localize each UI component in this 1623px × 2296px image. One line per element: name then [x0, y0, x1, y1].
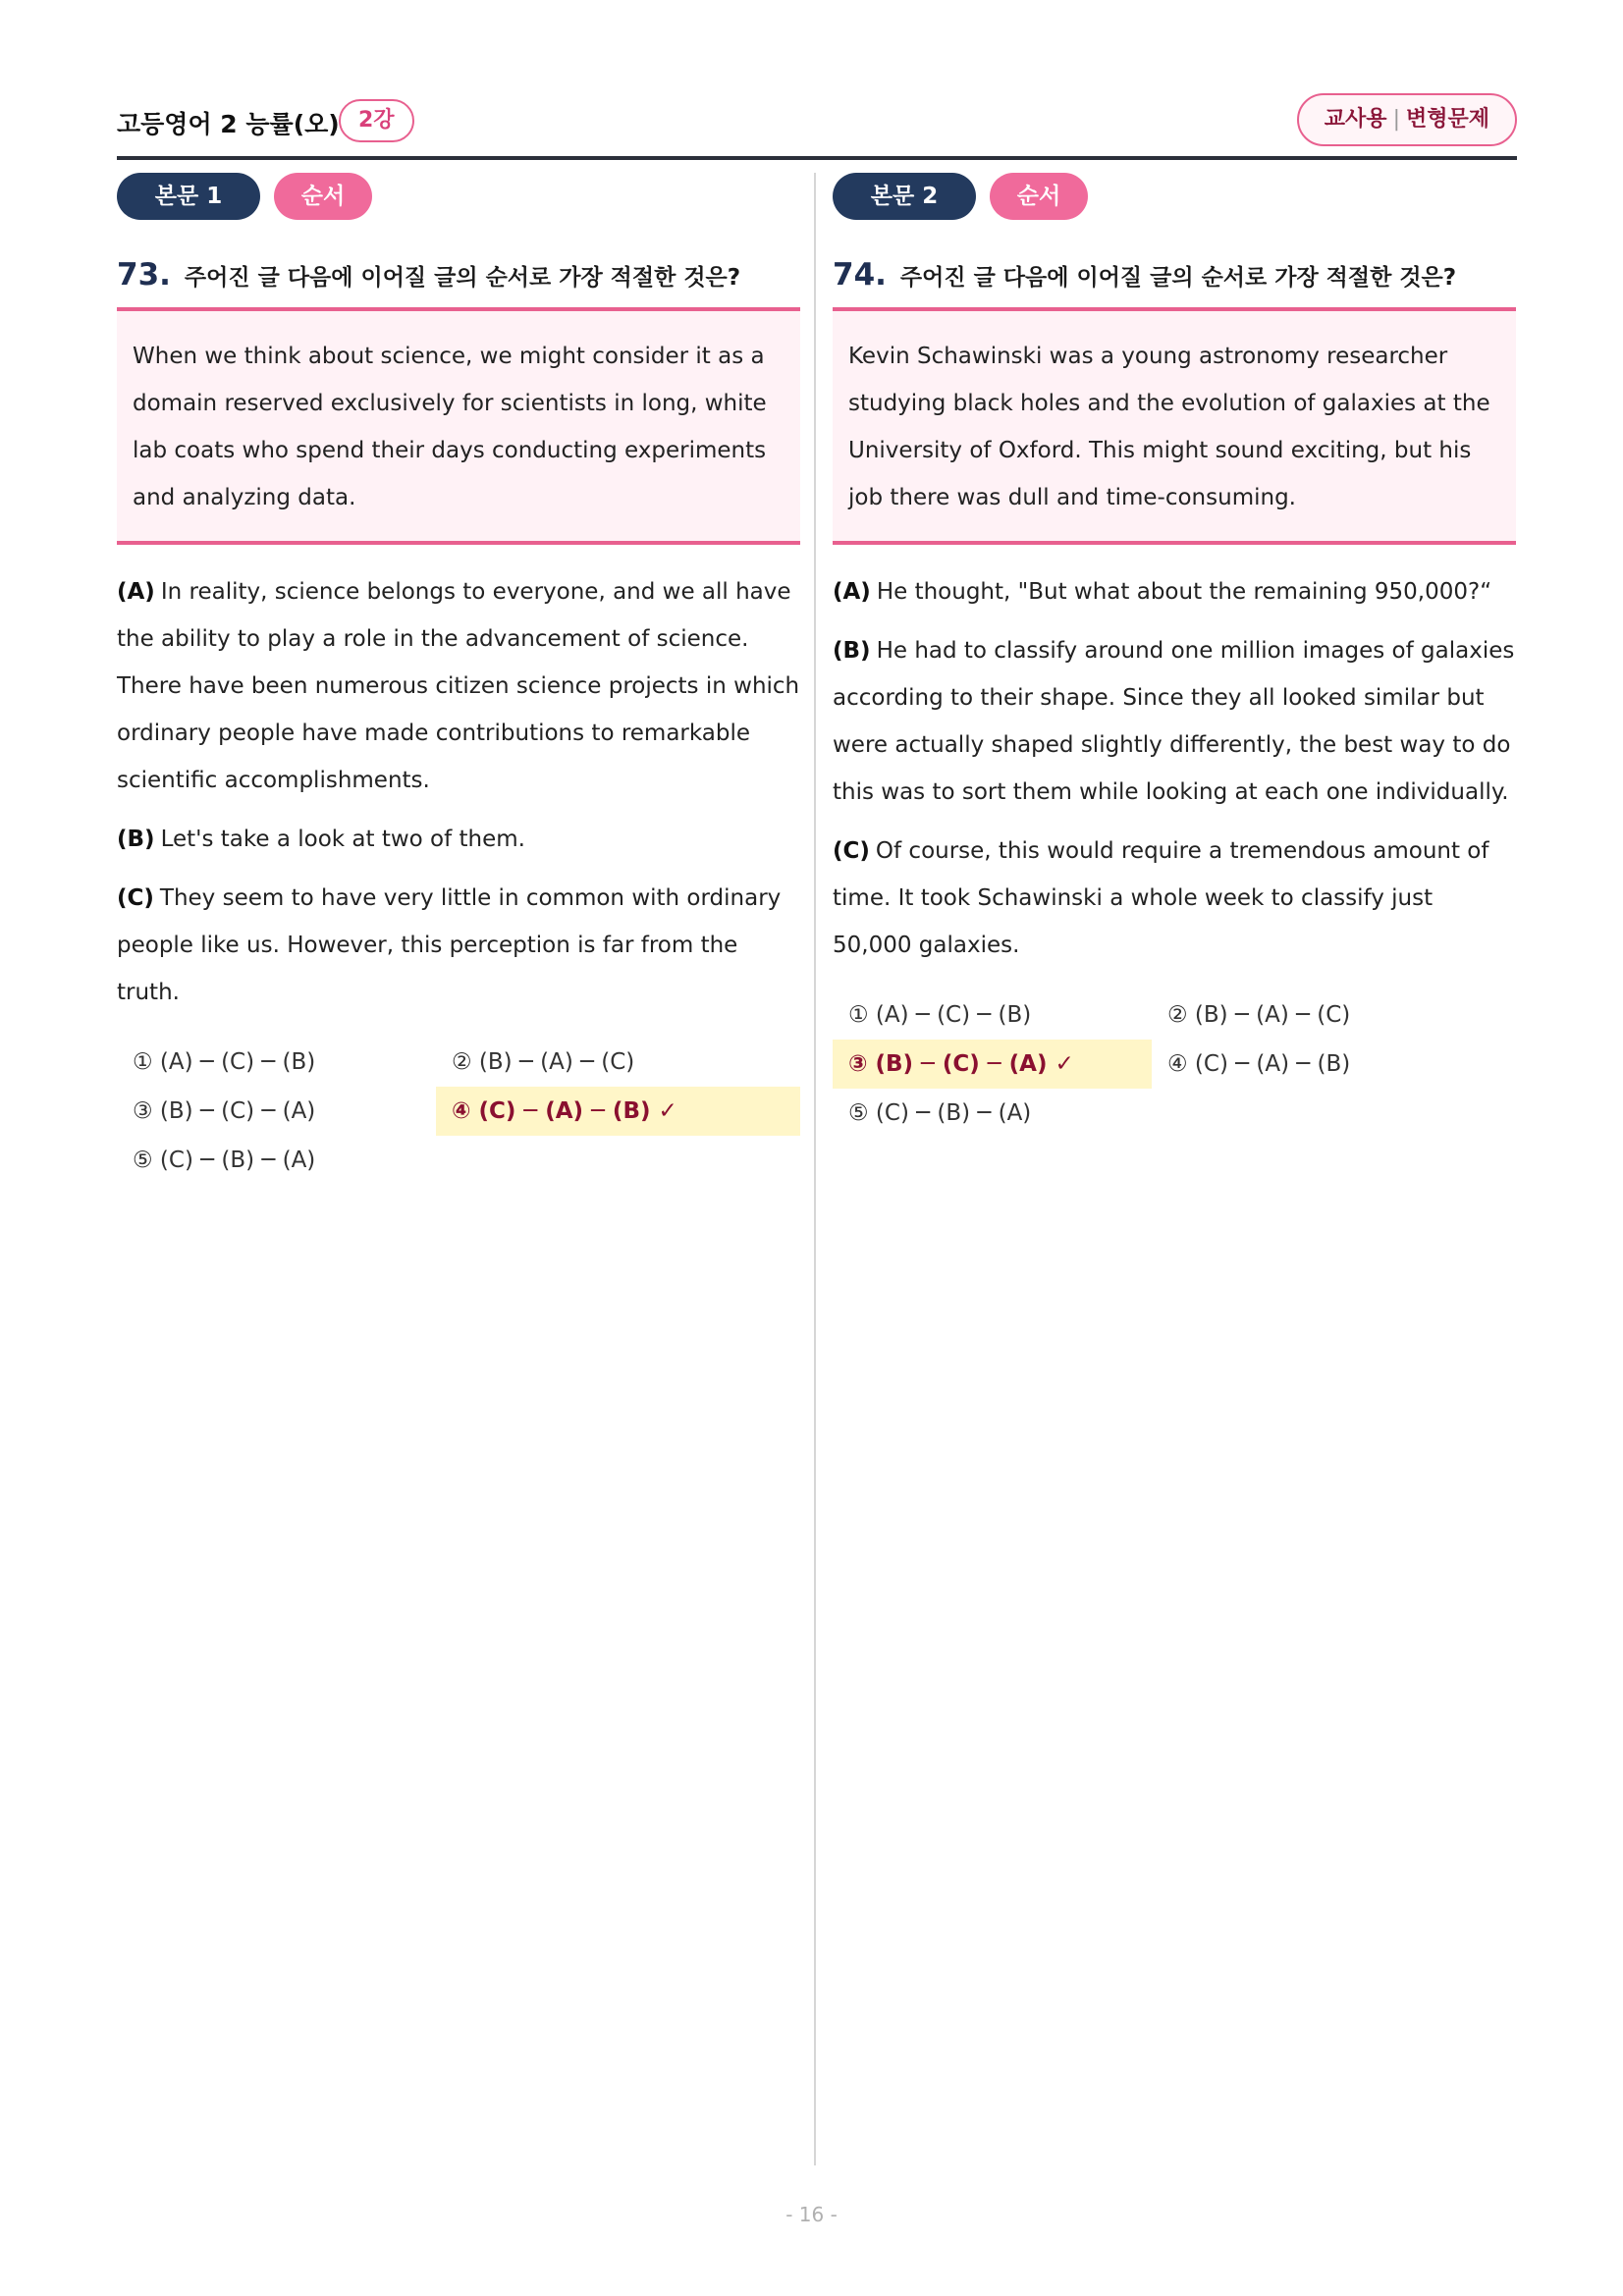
question-number: 74.	[833, 257, 887, 293]
paragraph-label: (A)	[117, 579, 155, 605]
question-column-right	[833, 173, 1516, 1138]
paragraph-text: Of course, this would require a tremendous amount of time. It took Schawinski a whole week to classify just 50,000 galaxies.	[833, 838, 1489, 958]
choice-3[interactable]: ③ (B) ─ (C) ─ (A)	[133, 1098, 316, 1124]
tag-row	[833, 173, 1516, 222]
question-type-tag: 순서	[990, 173, 1088, 220]
paragraph-c	[833, 828, 1516, 969]
page-number: - 16 -	[785, 2203, 838, 2226]
question-heading	[117, 257, 800, 296]
tag-row	[117, 173, 800, 222]
document-title: 고등영어 2 능률(오)	[117, 110, 340, 138]
choice-2[interactable]: ② (B) ─ (A) ─ (C)	[1167, 1002, 1351, 1028]
choice-3-correct[interactable]: ③ (B) ─ (C) ─ (A) ✓	[833, 1040, 1152, 1089]
paragraph-text: He had to classify around one million images of galaxies according to their shape. Since they all looked similar but were actually shaped slightly differently, the best way to do this was to sort them while looking at each one individually.	[833, 638, 1515, 805]
question-type-tag: 순서	[274, 173, 372, 220]
role-label: 교사용	[1324, 107, 1387, 132]
paragraph-label: (C)	[833, 838, 870, 864]
paragraph-c	[117, 875, 800, 1016]
answer-choices	[833, 990, 1516, 1138]
paragraph-label: (C)	[117, 885, 154, 911]
question-heading	[833, 257, 1516, 296]
paragraph-a	[833, 568, 1516, 615]
paragraph-b	[833, 627, 1516, 816]
choice-2[interactable]: ② (B) ─ (A) ─ (C)	[452, 1049, 635, 1075]
question-number: 73.	[117, 257, 171, 293]
paragraph-text: In reality, science belongs to everyone, and we all have the ability to play a role in the advancement of science. There have been numerous citizen science projects in which ordinary people have made contributions to remarkable scientific accomplishments.	[117, 579, 800, 793]
paragraph-a	[117, 568, 800, 804]
question-text: 주어진 글 다음에 이어질 글의 순서로 가장 적절한 것은?	[899, 265, 1457, 291]
answer-choices	[117, 1038, 800, 1185]
paragraph-label: (B)	[117, 827, 155, 852]
paragraph-b	[117, 816, 800, 863]
page-header	[117, 93, 1517, 160]
role-badge	[1297, 93, 1517, 146]
lesson-badge: 2강	[339, 99, 414, 142]
paragraph-label: (A)	[833, 579, 871, 605]
column-divider	[814, 173, 816, 2165]
paragraph-text: He thought, "But what about the remaining 950,000?“	[876, 579, 1492, 605]
question-column-left	[117, 173, 800, 1185]
choice-4-correct[interactable]: ④ (C) ─ (A) ─ (B) ✓	[436, 1087, 800, 1136]
role-separator: |	[1392, 107, 1400, 132]
question-text: 주어진 글 다음에 이어질 글의 순서로 가장 적절한 것은?	[184, 265, 741, 291]
paragraph-text: Let's take a look at two of them.	[160, 827, 525, 852]
given-passage: When we think about science, we might consider it as a domain reserved exclusively for scientists in long, white lab coats who spend their days conducting experiments and analyzing data.	[117, 307, 800, 545]
passage-tag: 본문 1	[117, 173, 260, 220]
type-label: 변형문제	[1405, 107, 1489, 132]
given-passage: Kevin Schawinski was a young astronomy researcher studying black holes and the evolution of galaxies at the University of Oxford. This might sound exciting, but his job there was dull and time-consuming.	[833, 307, 1516, 545]
choice-5[interactable]: ⑤ (C) ─ (B) ─ (A)	[133, 1148, 316, 1173]
passage-tag: 본문 2	[833, 173, 976, 220]
choice-4[interactable]: ④ (C) ─ (A) ─ (B)	[1167, 1051, 1351, 1077]
paragraph-text: They seem to have very little in common with ordinary people like us. However, this perception is far from the truth.	[117, 885, 782, 1005]
paragraph-label: (B)	[833, 638, 871, 664]
choice-1[interactable]: ① (A) ─ (C) ─ (B)	[133, 1049, 316, 1075]
choice-5[interactable]: ⑤ (C) ─ (B) ─ (A)	[848, 1100, 1032, 1126]
choice-1[interactable]: ① (A) ─ (C) ─ (B)	[848, 1002, 1032, 1028]
